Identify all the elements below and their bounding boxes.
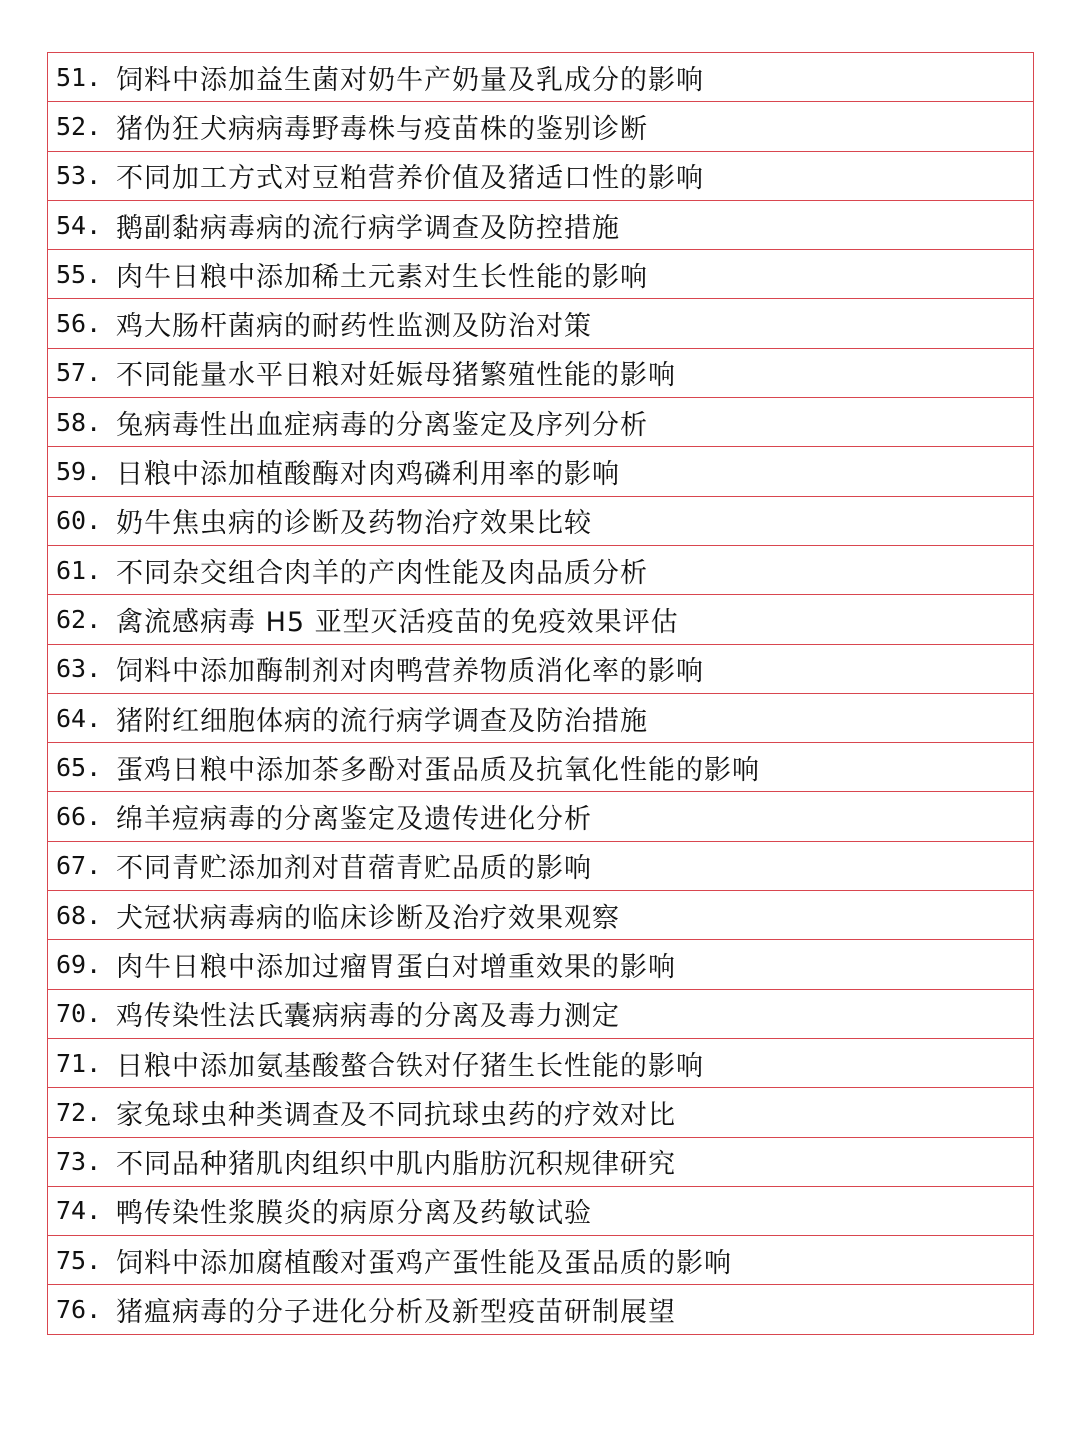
list-item xyxy=(48,349,1033,398)
list-item xyxy=(48,990,1033,1039)
item-title: 肉牛日粮中添加稀土元素对生长性能的影响 xyxy=(116,261,648,293)
list-item xyxy=(48,152,1033,201)
item-title: 犬冠状病毒病的临床诊断及治疗效果观察 xyxy=(116,902,620,934)
item-number: 52. xyxy=(56,111,102,141)
list-item xyxy=(48,1187,1033,1236)
item-title: 不同品种猪肌肉组织中肌内脂肪沉积规律研究 xyxy=(116,1149,676,1181)
item-number: 54. xyxy=(56,210,102,240)
list-item xyxy=(48,694,1033,743)
item-title: 日粮中添加植酸酶对肉鸡磷利用率的影响 xyxy=(116,459,620,491)
item-title: 不同能量水平日粮对妊娠母猪繁殖性能的影响 xyxy=(116,360,676,392)
item-title: 日粮中添加氨基酸螯合铁对仔猪生长性能的影响 xyxy=(116,1050,704,1082)
item-number: 61. xyxy=(56,555,102,585)
item-title: 饲料中添加腐植酸对蛋鸡产蛋性能及蛋品质的影响 xyxy=(116,1247,732,1279)
item-title: 鸡大肠杆菌病的耐药性监测及防治对策 xyxy=(116,311,592,343)
item-title: 饲料中添加益生菌对奶牛产奶量及乳成分的影响 xyxy=(116,64,704,96)
list-item xyxy=(48,299,1033,348)
item-title: 蛋鸡日粮中添加茶多酚对蛋品质及抗氧化性能的影响 xyxy=(116,754,760,786)
list-item xyxy=(48,792,1033,841)
item-number: 59. xyxy=(56,457,102,487)
item-title: 禽流感病毒 H5 亚型灭活疫苗的免疫效果评估 xyxy=(116,606,679,638)
item-number: 73. xyxy=(56,1147,102,1177)
item-number: 69. xyxy=(56,949,102,979)
list-item xyxy=(48,447,1033,496)
item-number: 58. xyxy=(56,407,102,437)
item-number: 60. xyxy=(56,506,102,536)
ruled-topic-list xyxy=(47,52,1034,1335)
item-number: 51. xyxy=(56,62,102,92)
item-number: 56. xyxy=(56,309,102,339)
item-number: 55. xyxy=(56,259,102,289)
item-title: 鹅副黏病毒病的流行病学调查及防控措施 xyxy=(116,212,620,244)
list-item xyxy=(48,1138,1033,1187)
item-number: 64. xyxy=(56,703,102,733)
list-item xyxy=(48,743,1033,792)
item-number: 74. xyxy=(56,1196,102,1226)
list-item xyxy=(48,53,1033,102)
item-title: 肉牛日粮中添加过瘤胃蛋白对增重效果的影响 xyxy=(116,951,676,983)
list-item xyxy=(48,497,1033,546)
item-number: 57. xyxy=(56,358,102,388)
list-item xyxy=(48,1039,1033,1088)
list-item xyxy=(48,1236,1033,1285)
item-title: 不同杂交组合肉羊的产肉性能及肉品质分析 xyxy=(116,557,648,589)
list-item xyxy=(48,1285,1033,1334)
item-number: 67. xyxy=(56,851,102,881)
item-title: 鸭传染性浆膜炎的病原分离及药敏试验 xyxy=(116,1198,592,1230)
list-item xyxy=(48,1088,1033,1137)
item-title: 家兔球虫种类调查及不同抗球虫药的疗效对比 xyxy=(116,1099,676,1131)
list-item xyxy=(48,102,1033,151)
list-item xyxy=(48,595,1033,644)
list-item xyxy=(48,940,1033,989)
item-number: 68. xyxy=(56,900,102,930)
list-item xyxy=(48,842,1033,891)
item-title: 不同加工方式对豆粕营养价值及猪适口性的影响 xyxy=(116,163,704,195)
item-title: 兔病毒性出血症病毒的分离鉴定及序列分析 xyxy=(116,409,648,441)
item-title: 绵羊痘病毒的分离鉴定及遗传进化分析 xyxy=(116,804,592,836)
item-number: 63. xyxy=(56,654,102,684)
item-title: 猪附红细胞体病的流行病学调查及防治措施 xyxy=(116,705,648,737)
item-number: 62. xyxy=(56,604,102,634)
item-title: 不同青贮添加剂对苜蓿青贮品质的影响 xyxy=(116,853,592,885)
item-title: 猪伪狂犬病病毒野毒株与疫苗株的鉴别诊断 xyxy=(116,113,648,145)
item-number: 70. xyxy=(56,999,102,1029)
list-item xyxy=(48,891,1033,940)
list-item xyxy=(48,201,1033,250)
item-number: 76. xyxy=(56,1295,102,1325)
item-number: 65. xyxy=(56,752,102,782)
item-title: 猪瘟病毒的分子进化分析及新型疫苗研制展望 xyxy=(116,1297,676,1329)
item-title: 鸡传染性法氏囊病病毒的分离及毒力测定 xyxy=(116,1001,620,1033)
list-item xyxy=(48,398,1033,447)
item-number: 66. xyxy=(56,802,102,832)
item-title: 奶牛焦虫病的诊断及药物治疗效果比较 xyxy=(116,508,592,540)
item-number: 71. xyxy=(56,1048,102,1078)
list-item xyxy=(48,250,1033,299)
item-number: 75. xyxy=(56,1245,102,1275)
item-number: 53. xyxy=(56,161,102,191)
item-title: 饲料中添加酶制剂对肉鸭营养物质消化率的影响 xyxy=(116,656,704,688)
list-item xyxy=(48,645,1033,694)
item-number: 72. xyxy=(56,1097,102,1127)
list-item xyxy=(48,546,1033,595)
